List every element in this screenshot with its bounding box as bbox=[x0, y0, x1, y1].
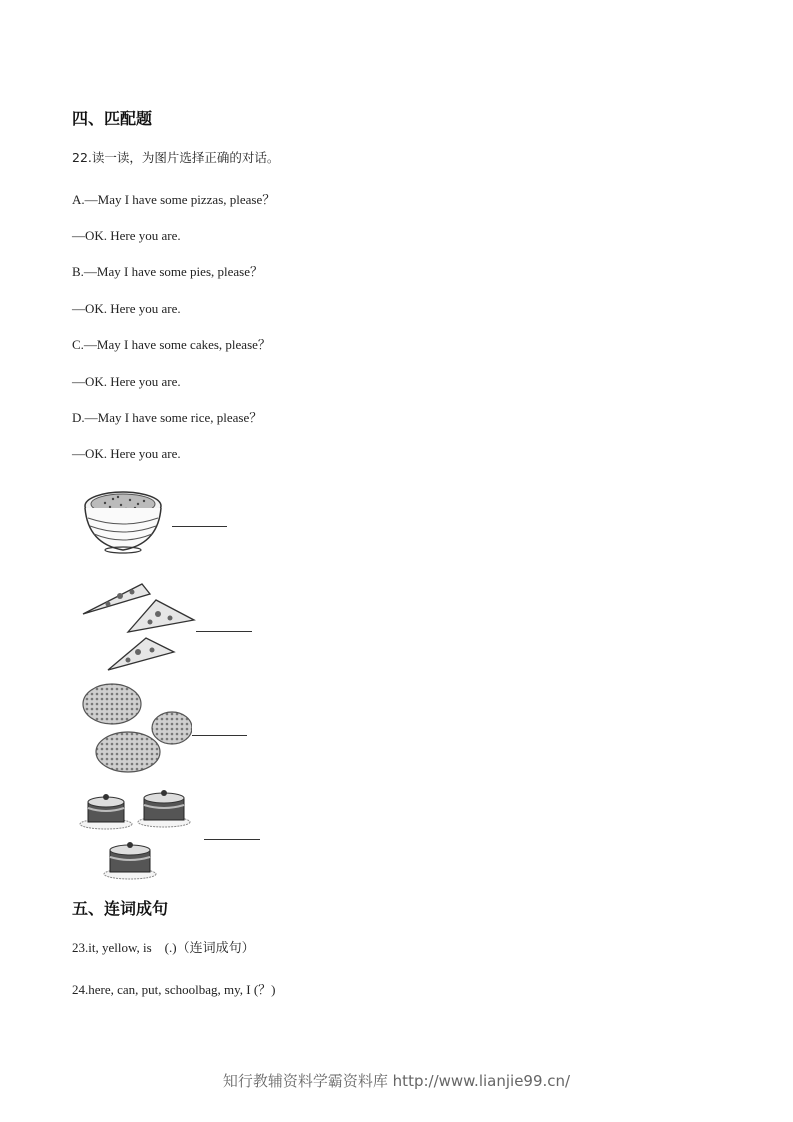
answer-blank-4[interactable] bbox=[204, 839, 260, 840]
rice-bowl-icon bbox=[80, 486, 166, 556]
dialogue-d-answer: —OK. Here you are. bbox=[72, 446, 181, 461]
dialogue-b-answer: —OK. Here you are. bbox=[72, 301, 181, 316]
answer-blank-2[interactable] bbox=[196, 631, 252, 632]
dialogue-a-question: A.—May I have some pizzas, please？ bbox=[72, 192, 276, 207]
section-5-heading: 五、连词成句 bbox=[72, 899, 169, 918]
answer-blank-3[interactable] bbox=[192, 735, 247, 736]
dialogue-a-answer: —OK. Here you are. bbox=[72, 228, 181, 243]
question-22: 22.读一读，为图片选择正确的对话。 bbox=[72, 150, 280, 165]
footer-watermark: 知行教辅资料学霸资料库 http://www.lianjie99.cn/ bbox=[222, 1072, 571, 1090]
question-24: 24.here, can, put, schoolbag, my, I (？) bbox=[72, 982, 276, 997]
dialogue-c-question: C.—May I have some cakes, please？ bbox=[72, 337, 271, 352]
answer-blank-1[interactable] bbox=[172, 526, 227, 527]
cakes-icon bbox=[78, 788, 194, 882]
pies-icon bbox=[80, 682, 192, 774]
question-23: 23.it, yellow, is (.)（连词成句） bbox=[72, 940, 255, 955]
section-4-heading: 四、匹配题 bbox=[72, 109, 153, 128]
dialogue-b-question: B.—May I have some pies, please？ bbox=[72, 264, 263, 279]
pizza-slices-icon bbox=[80, 574, 198, 674]
dialogue-c-answer: —OK. Here you are. bbox=[72, 374, 181, 389]
dialogue-d-question: D.—May I have some rice, please？ bbox=[72, 410, 263, 425]
